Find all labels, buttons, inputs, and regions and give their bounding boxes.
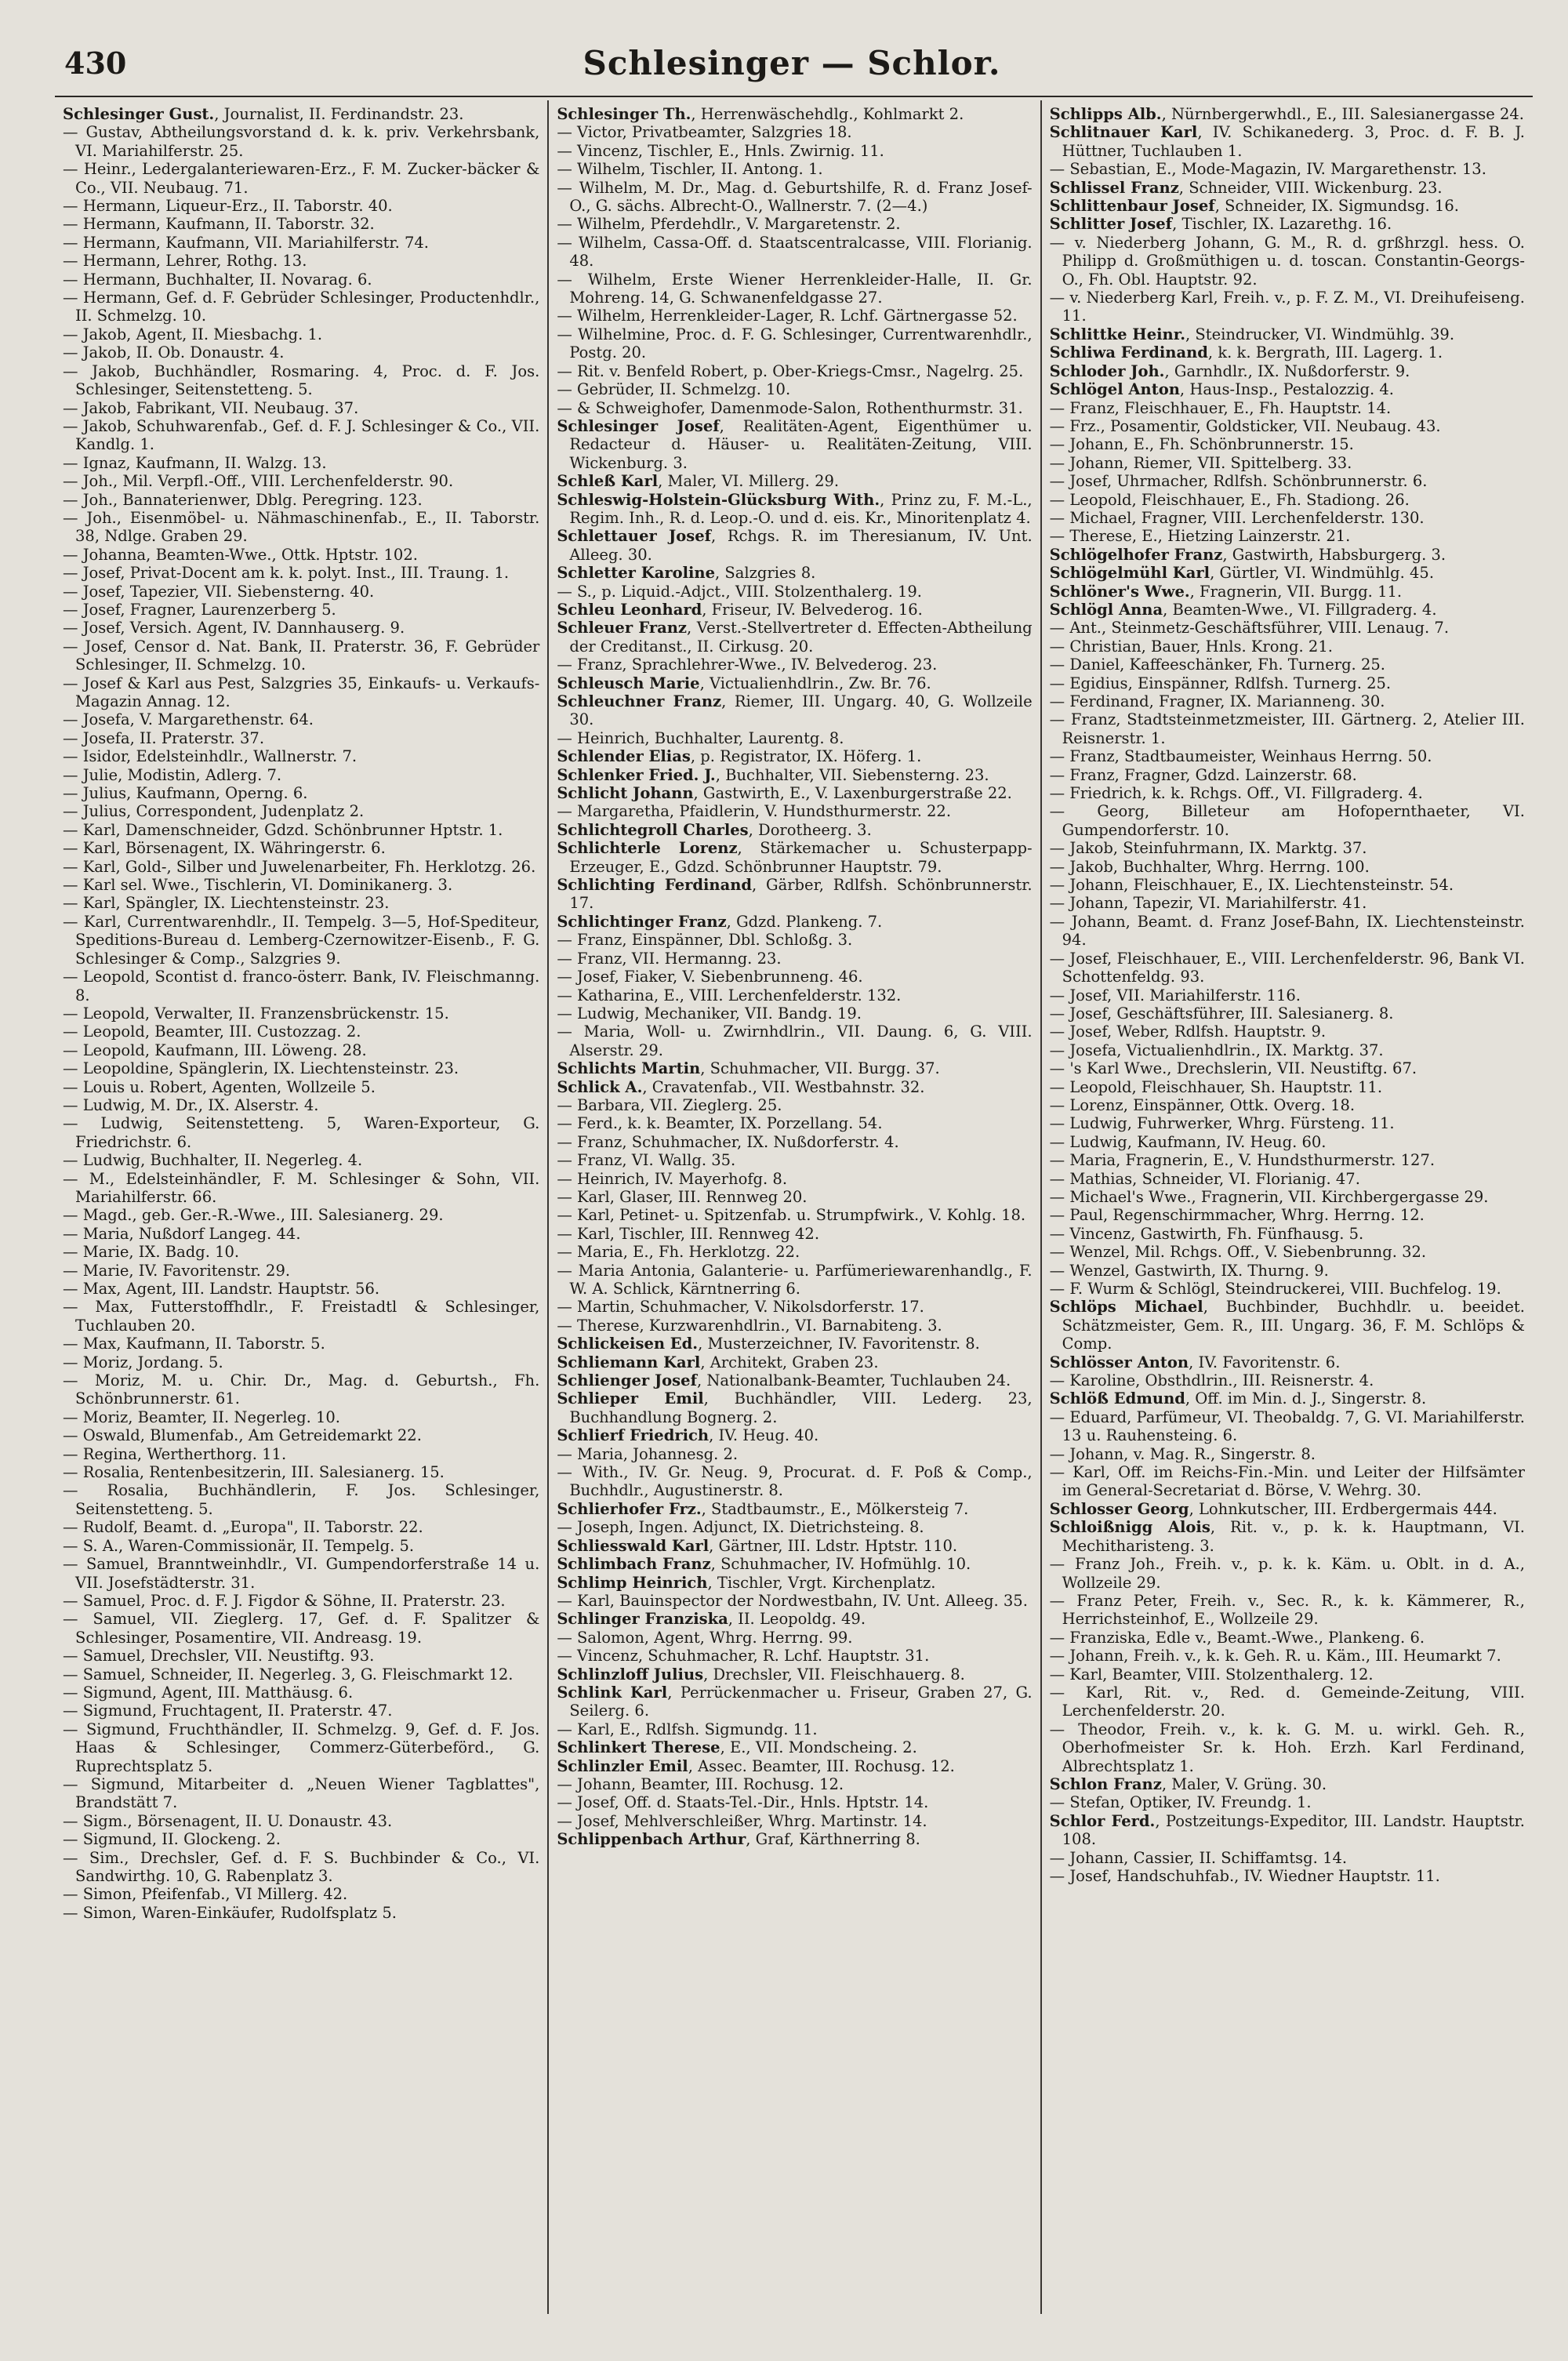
directory-entry: — Franz, Fleischhauer, E., Fh. Hauptstr. 14. bbox=[1049, 398, 1392, 417]
directory-entry: — Gustav, Abtheilungsvorstand d. k. k. priv. Verkehrsbank, VI. Mariahilferstr. 25. bbox=[63, 123, 540, 160]
directory-entry: — Margaretha, Pfaidlerin, V. Hundsthurmerstr. 22. bbox=[557, 802, 952, 821]
directory-entry: Schlon Franz, Maler, V. Grüng. 30. bbox=[1049, 1774, 1327, 1793]
directory-entry: — Josefa, II. Praterstr. 37. bbox=[63, 728, 265, 747]
directory-entry: — S., p. Liquid.-Adjct., VIII. Stolzenthalerg. 19. bbox=[557, 582, 922, 601]
directory-entry: — F. Wurm & Schlögl, Steindruckerei, VIII. Buchfelog. 19. bbox=[1049, 1280, 1501, 1298]
directory-entry: Schlosser Georg, Lohnkutscher, III. Erdbergermais 444. bbox=[1049, 1499, 1497, 1518]
directory-entry: — Franz, Einspänner, Dbl. Schloßg. 3. bbox=[557, 931, 853, 950]
directory-entry: — Marie, IX. Badg. 10. bbox=[63, 1243, 240, 1262]
directory-entry: — Mathias, Schneider, VI. Florianig. 47. bbox=[1049, 1169, 1360, 1188]
directory-entry: — Magd., geb. Ger.-R.-Wwe., III. Salesianerg. 29. bbox=[63, 1206, 444, 1225]
directory-entry: — Ludwig, Buchhalter, II. Negerleg. 4. bbox=[63, 1151, 363, 1170]
directory-entry: — Josef, Geschäftsführer, III. Salesianerg. 8. bbox=[1049, 1004, 1394, 1022]
directory-entry: — M., Edelsteinhändler, F. M. Schlesinger & Sohn, VII. Mariahilferstr. 66. bbox=[63, 1169, 540, 1206]
directory-entry: — Ludwig, Seitenstetteng. 5, Waren-Exporteur, G. Friedrichstr. 6. bbox=[63, 1114, 540, 1151]
directory-entry: — Ludwig, Fuhrwerker, Whrg. Fürsteng. 11. bbox=[1049, 1114, 1395, 1133]
directory-entry: Schlögl Anna, Beamten-Wwe., VI. Fillgraderg. 4. bbox=[1049, 600, 1437, 619]
directory-entry: — Regina, Wertherthorg. 11. bbox=[63, 1444, 287, 1463]
directory-entry: — Franz, Schuhmacher, IX. Nußdorferstr. 4. bbox=[557, 1132, 899, 1151]
directory-entry: Schleswig-Holstein-Glücksburg With., Prinz zu, F. M.-L., Regim. Inh., R. d. Leop.-O. und d. eis. Kr., Minoritenplatz 4. bbox=[557, 490, 1033, 527]
directory-entry: — Josefa, V. Margarethenstr. 64. bbox=[63, 710, 314, 729]
directory-entry: — Simon, Pfeifenfab., VI Millerg. 42. bbox=[63, 1885, 348, 1904]
directory-entry: — Johann, Beamter, III. Rochusg. 12. bbox=[557, 1774, 844, 1793]
directory-entry: — Josef, Handschuhfab., IV. Wiedner Hauptstr. 11. bbox=[1049, 1867, 1440, 1885]
directory-entry: — Joh., Eisenmöbel- u. Nähmaschinenfab., E., II. Taborstr. 38, Ndlge. Graben 29. bbox=[63, 508, 540, 546]
directory-entry: — Katharina, E., VIII. Lerchenfelderstr. 132. bbox=[557, 986, 902, 1004]
directory-entry: — S. A., Waren-Commissionär, II. Tempelg. 5. bbox=[63, 1536, 415, 1555]
directory-entry: — Josefa, Victualienhdlrin., IX. Marktg. 37. bbox=[1049, 1041, 1384, 1059]
directory-entry: — Joh., Bannaterienwer, Dblg. Peregring. 123. bbox=[63, 490, 423, 509]
directory-entry: — Josef, Versich. Agent, IV. Dannhauserg. 9. bbox=[63, 619, 405, 637]
directory-entry: — Franz, Fragner, Gdzd. Lainzerstr. 68. bbox=[1049, 765, 1357, 784]
directory-entry: — Karl, Tischler, III. Rennweg 42. bbox=[557, 1224, 820, 1243]
directory-entry: — Josef, Uhrmacher, Rdlfsh. Schönbrunnerstr. 6. bbox=[1049, 472, 1428, 491]
directory-entry: — Frz., Posamentir, Goldsticker, VII. Neubaug. 43. bbox=[1049, 416, 1441, 435]
directory-entry: — Josef, Tapezier, VII. Siebensterng. 40. bbox=[63, 582, 375, 601]
directory-entry: Schlitter Josef, Tischler, IX. Lazarethg. 16. bbox=[1049, 215, 1392, 234]
directory-entry: — Samuel, Drechsler, VII. Neustiftg. 93. bbox=[63, 1647, 375, 1665]
directory-entry: — Sigmund, Agent, III. Matthäusg. 6. bbox=[63, 1683, 354, 1702]
directory-entry: — Leopold, Scontist d. franco-österr. Bank, IV. Fleischmanng. 8. bbox=[63, 968, 540, 1004]
directory-entry: — Franz, Stadtsteinmetzmeister, III. Gärtnerg. 2, Atelier III. Reisnerstr. 1. bbox=[1049, 710, 1525, 747]
directory-entry: — Leopold, Fleischhauer, E., Fh. Stadiong. 26. bbox=[1049, 490, 1410, 509]
directory-entry: — Joseph, Ingen. Adjunct, IX. Dietrichsteing. 8. bbox=[557, 1518, 924, 1537]
directory-entry: — Karl, E., Rdlfsh. Sigmundg. 11. bbox=[557, 1720, 818, 1738]
directory-entry: — Barbara, VII. Zieglerg. 25. bbox=[557, 1095, 782, 1114]
directory-entry: — Michael, Fragner, VIII. Lerchenfelderstr. 130. bbox=[1049, 508, 1425, 527]
directory-entry: — Samuel, Schneider, II. Negerleg. 3, G. Fleischmarkt 12. bbox=[63, 1665, 514, 1684]
directory-entry: — Vincenz, Schuhmacher, R. Lchf. Hauptstr. 31. bbox=[557, 1647, 930, 1665]
directory-entry: — Johann, Fleischhauer, E., IX. Liechtensteinstr. 54. bbox=[1049, 876, 1454, 895]
directory-entry: Schlesinger Josef, Realitäten-Agent, Eigenthümer u. Redacteur d. Häuser- u. Realitäten-Zeitung, VIII. Wickenburg. 3. bbox=[557, 416, 1033, 472]
directory-entry: — Karl, Spängler, IX. Liechtensteinstr. 23. bbox=[63, 894, 390, 913]
directory-entry: — Maria, Nußdorf Langeg. 44. bbox=[63, 1224, 301, 1243]
directory-entry: — Franz, Stadtbaumeister, Weinhaus Herrng. 50. bbox=[1049, 747, 1432, 766]
directory-entry: Schlögelhofer Franz, Gastwirth, Habsburgerg. 3. bbox=[1049, 545, 1446, 564]
directory-entry: — Josef, Privat-Docent am k. k. polyt. Inst., III. Traung. 1. bbox=[63, 564, 510, 583]
directory-entry: — Leopold, Kaufmann, III. Löweng. 28. bbox=[63, 1041, 367, 1059]
directory-entry: — Hermann, Lehrer, Rothg. 13. bbox=[63, 252, 307, 271]
directory-entry: — Wenzel, Mil. Rchgs. Off., V. Siebenbrunng. 32. bbox=[1049, 1243, 1427, 1262]
directory-entry: — Therese, E., Hietzing Lainzerstr. 21. bbox=[1049, 527, 1351, 546]
directory-entry: — Karl, Börsenagent, IX. Währingerstr. 6. bbox=[63, 839, 386, 858]
directory-entry: Schlissel Franz, Schneider, VIII. Wickenburg. 23. bbox=[1049, 178, 1443, 197]
directory-entry: Schlieper Emil, Buchhändler, VIII. Lederg. 23, Buchhandlung Bognerg. 2. bbox=[557, 1389, 1033, 1426]
directory-entry: Schlittke Heinr., Steindrucker, VI. Windmühlg. 39. bbox=[1049, 325, 1455, 343]
directory-entry: — Moriz, Beamter, II. Negerleg. 10. bbox=[63, 1408, 340, 1426]
directory-entry: — Julius, Correspondent, Judenplatz 2. bbox=[63, 802, 365, 821]
directory-entry: Schlierf Friedrich, IV. Heug. 40. bbox=[557, 1426, 819, 1445]
directory-entry: — Wilhelm, Pferdehdlr., V. Margaretenstr. 2. bbox=[557, 215, 901, 234]
directory-entry: — Therese, Kurzwarenhdlrin., VI. Barnabiteng. 3. bbox=[557, 1316, 942, 1335]
directory-entry: — Julie, Modistin, Adlerg. 7. bbox=[63, 765, 282, 784]
directory-entry: — Jakob, Agent, II. Miesbachg. 1. bbox=[63, 325, 323, 343]
directory-entry: — Josef, Censor d. Nat. Bank, II. Praterstr. 36, F. Gebrüder Schlesinger, II. Schmelzg. 10. bbox=[63, 637, 540, 674]
directory-entry: — Sebastian, E., Mode-Magazin, IV. Margarethenstr. 13. bbox=[1049, 160, 1486, 179]
directory-entry: — Max, Agent, III. Landstr. Hauptstr. 56. bbox=[63, 1280, 380, 1298]
directory-entry: — Louis u. Robert, Agenten, Wollzeile 5. bbox=[63, 1077, 376, 1096]
directory-entry: Schlimp Heinrich, Tischler, Vrgt. Kirchenplatz. bbox=[557, 1573, 936, 1592]
directory-entry: — Ant., Steinmetz-Geschäftsführer, VIII. Lenaug. 7. bbox=[1049, 619, 1450, 637]
directory-entry: — Franz, VII. Hermanng. 23. bbox=[557, 949, 782, 968]
directory-entry: — Johann, Freih. v., k. k. Geh. R. u. Käm., III. Heumarkt 7. bbox=[1049, 1647, 1501, 1665]
columns bbox=[55, 100, 1533, 2314]
directory-entry: — Rosalia, Rentenbesitzerin, III. Salesianerg. 15. bbox=[63, 1463, 445, 1482]
directory-entry: — Rit. v. Benfeld Robert, p. Ober-Kriegs-Cmsr., Nagelrg. 25. bbox=[557, 361, 1024, 380]
directory-entry: — Johann, Riemer, VII. Spittelberg. 33. bbox=[1049, 453, 1352, 472]
directory-entry: Schlinger Franziska, II. Leopoldg. 49. bbox=[557, 1610, 866, 1629]
directory-entry: — Josef, Weber, Rdlfsh. Hauptstr. 9. bbox=[1049, 1022, 1327, 1041]
directory-entry: — Daniel, Kaffeeschänker, Fh. Turnerg. 25. bbox=[1049, 656, 1385, 674]
directory-entry: — & Schweighofer, Damenmode-Salon, Rothenthurmstr. 31. bbox=[557, 398, 1023, 417]
directory-entry: — Paul, Regenschirmmacher, Whrg. Herrng. 12. bbox=[1049, 1206, 1425, 1225]
directory-entry: — Heinr., Ledergalanteriewaren-Erz., F. M. Zucker-bäcker & Co., VII. Neubaug. 71. bbox=[63, 160, 540, 197]
directory-entry: — Christian, Bauer, Hnls. Krong. 21. bbox=[1049, 637, 1333, 656]
directory-entry: — Rudolf, Beamt. d. „Europa", II. Taborstr. 22. bbox=[63, 1518, 423, 1537]
directory-entry: — 's Karl Wwe., Drechslerin, VII. Neustiftg. 67. bbox=[1049, 1059, 1417, 1078]
directory-entry: — Josef, Mehlverschleißer, Whrg. Martinstr. 14. bbox=[557, 1811, 927, 1830]
directory-entry: Schleuer Franz, Verst.-Stellvertreter d. Effecten-Abtheilung der Creditanst., II. Cirkusg. 20. bbox=[557, 619, 1033, 656]
directory-entry: Schlimbach Franz, Schuhmacher, IV. Hofmühlg. 10. bbox=[557, 1555, 971, 1574]
directory-entry: — Wilhelm, Cassa-Off. d. Staatscentralcasse, VIII. Florianig. 48. bbox=[557, 233, 1033, 271]
directory-entry: — Johann, Beamt. d. Franz Josef-Bahn, IX. Liechtensteinstr. 94. bbox=[1049, 912, 1525, 950]
directory-entry: — Ignaz, Kaufmann, II. Walzg. 13. bbox=[63, 453, 327, 472]
directory-entry: — Jakob, Buchhalter, Whrg. Herrng. 100. bbox=[1049, 857, 1370, 876]
column-2 bbox=[547, 100, 1040, 2314]
directory-entry: Schlink Karl, Perrückenmacher u. Friseur, Graben 27, G. Seilerg. 6. bbox=[557, 1683, 1033, 1720]
directory-entry: — Franz Peter, Freih. v., Sec. R., k. k. Kämmerer, R., Herrichsteinhof, E., Wollzeile 29. bbox=[1049, 1591, 1525, 1629]
directory-entry: Schletter Karoline, Salzgries 8. bbox=[557, 564, 816, 583]
directory-entry: Schliwa Ferdinand, k. k. Bergrath, III. Lagerg. 1. bbox=[1049, 343, 1443, 362]
directory-entry: — Georg, Billeteur am Hofopernthaeter, VI. Gumpendorferstr. 10. bbox=[1049, 802, 1525, 839]
directory-entry: — With., IV. Gr. Neug. 9, Procurat. d. F. Poß & Comp., Buchhdlr., Augustinerstr. 8. bbox=[557, 1463, 1033, 1500]
directory-entry: — Karl, Glaser, III. Rennweg 20. bbox=[557, 1187, 808, 1206]
directory-entry: Schlögel Anton, Haus-Insp., Pestalozzig. 4. bbox=[1049, 380, 1394, 399]
directory-entry: — Max, Kaufmann, II. Taborstr. 5. bbox=[63, 1335, 325, 1353]
directory-entry: — Sigmund, Mitarbeiter d. „Neuen Wiener Tagblattes", Brandstätt 7. bbox=[63, 1774, 540, 1812]
directory-entry: — Josef, VII. Mariahilferstr. 116. bbox=[1049, 986, 1301, 1004]
directory-entry: — Vincenz, Tischler, E., Hnls. Zwirnig. 11. bbox=[557, 141, 884, 160]
directory-entry: Schlicht Johann, Gastwirth, E., V. Laxenburgerstraße 22. bbox=[557, 784, 1012, 803]
directory-entry: — Sigmund, II. Glockeng. 2. bbox=[63, 1830, 281, 1849]
directory-entry: — Wilhelm, Herrenkleider-Lager, R. Lchf. Gärtnergasse 52. bbox=[557, 307, 1018, 325]
directory-entry: — Samuel, Proc. d. F. J. Figdor & Söhne, II. Praterstr. 23. bbox=[63, 1591, 506, 1610]
directory-entry: — Karl, Rit. v., Red. d. Gemeinde-Zeitung, VIII. Lerchenfelderstr. 20. bbox=[1049, 1683, 1525, 1720]
directory-entry: — Moriz, M. u. Chir. Dr., Mag. d. Geburtsh., Fh. Schönbrunnerstr. 61. bbox=[63, 1371, 540, 1408]
directory-entry: — Ferdinand, Fragner, IX. Marianneng. 30. bbox=[1049, 692, 1385, 710]
directory-entry: — Marie, IV. Favoritenstr. 29. bbox=[63, 1261, 291, 1280]
directory-entry: Schlienger Josef, Nationalbank-Beamter, Tuchlauben 24. bbox=[557, 1371, 1011, 1390]
directory-entry: — Leopold, Verwalter, II. Franzensbrückenstr. 15. bbox=[63, 1004, 449, 1022]
directory-entry: — Leopold, Fleischhauer, Sh. Hauptstr. 11. bbox=[1049, 1077, 1383, 1096]
directory-entry: — Jakob, II. Ob. Donaustr. 4. bbox=[63, 343, 285, 362]
directory-entry: — Leopold, Beamter, III. Custozzag. 2. bbox=[63, 1022, 361, 1041]
directory-entry: — Franziska, Edle v., Beamt.-Wwe., Plankeng. 6. bbox=[1049, 1628, 1425, 1647]
directory-entry: — Wilhelm, Erste Wiener Herrenkleider-Halle, II. Gr. Mohreng. 14, G. Schwanenfeldgasse 27. bbox=[557, 270, 1033, 307]
directory-entry: — Jakob, Fabrikant, VII. Neubaug. 37. bbox=[63, 398, 359, 417]
directory-entry: Schlöß Edmund, Off. im Min. d. J., Singerstr. 8. bbox=[1049, 1389, 1427, 1408]
directory-entry: — Ludwig, Kaufmann, IV. Heug. 60. bbox=[1049, 1132, 1327, 1151]
directory-entry: — Sigmund, Fruchthändler, II. Schmelzg. 9, Gef. d. F. Jos. Haas & Schlesinger, Commerz-Güterbeförd., G. Ruprechtsplatz 5. bbox=[63, 1720, 540, 1775]
directory-entry: — Simon, Waren-Einkäufer, Rudolfsplatz 5. bbox=[63, 1903, 397, 1922]
directory-entry: Schlichts Martin, Schuhmacher, VII. Burgg. 37. bbox=[557, 1059, 940, 1078]
directory-entry: — Max, Futterstoffhdlr., F. Freistadtl & Schlesinger, Tuchlauben 20. bbox=[63, 1298, 540, 1335]
directory-entry: — Josef, Off. d. Staats-Tel.-Dir., Hnls. Hptstr. 14. bbox=[557, 1793, 929, 1812]
directory-entry: Schloißnigg Alois, Rit. v., p. k. k. Hauptmann, VI. Mechitharisteng. 3. bbox=[1049, 1518, 1525, 1555]
directory-entry: — Oswald, Blumenfab., Am Getreidemarkt 22. bbox=[63, 1426, 422, 1445]
directory-entry: Schliesswald Karl, Gärtner, III. Ldstr. Hptstr. 110. bbox=[557, 1536, 958, 1555]
directory-entry: — Ferd., k. k. Beamter, IX. Porzellang. 54. bbox=[557, 1114, 883, 1133]
directory-entry: Schlor Ferd., Postzeitungs-Expeditor, III. Landstr. Hauptstr. 108. bbox=[1049, 1811, 1525, 1849]
directory-entry: — Moriz, Jordang. 5. bbox=[63, 1353, 223, 1371]
column-1 bbox=[55, 100, 547, 2314]
directory-entry: — Sigmund, Fruchtagent, II. Praterstr. 47. bbox=[63, 1702, 393, 1720]
directory-entry: — Sim., Drechsler, Gef. d. F. S. Buchbinder & Co., VI. Sandwirthg. 10, G. Rabenplatz 3. bbox=[63, 1848, 540, 1885]
directory-entry: — Karoline, Obsthdlrin., III. Reisnerstr. 4. bbox=[1049, 1371, 1374, 1390]
page-number: 430 bbox=[64, 45, 127, 81]
directory-entry: — Jakob, Buchhändler, Rosmaring. 4, Proc. d. F. Jos. Schlesinger, Seitenstetteng. 5. bbox=[63, 361, 540, 399]
directory-entry: Schlinzloff Julius, Drechsler, VII. Fleischhauerg. 8. bbox=[557, 1665, 965, 1684]
directory-entry: Schlichtinger Franz, Gdzd. Plankeng. 7. bbox=[557, 912, 883, 931]
directory-entry: — Hermann, Kaufmann, VII. Mariahilferstr. 74. bbox=[63, 233, 430, 252]
directory-entry: — Karl, Bauinspector der Nordwestbahn, IV. Unt. Alleeg. 35. bbox=[557, 1591, 1028, 1610]
directory-entry: — Karl, Petinet- u. Spitzenfab. u. Strumpfwirk., V. Kohlg. 18. bbox=[557, 1206, 1026, 1225]
column-3 bbox=[1040, 100, 1533, 2314]
directory-entry: Schleß Karl, Maler, VI. Millerg. 29. bbox=[557, 472, 840, 491]
directory-entry: — Hermann, Gef. d. F. Gebrüder Schlesinger, Productenhdlr., II. Schmelzg. 10. bbox=[63, 289, 540, 325]
directory-entry: Schlippenbach Arthur, Graf, Kärthnerring 8. bbox=[557, 1830, 920, 1849]
directory-entry: — Josef, Fleischhauer, E., VIII. Lerchenfelderstr. 96, Bank VI. Schottenfeldg. 93. bbox=[1049, 949, 1525, 986]
directory-entry: — Franz, VI. Wallg. 35. bbox=[557, 1151, 736, 1170]
directory-entry: — Maria, Woll- u. Zwirnhdlrin., VII. Daung. 6, G. VIII. Alserstr. 29. bbox=[557, 1022, 1033, 1059]
directory-entry: Schlinzler Emil, Assec. Beamter, III. Rochusg. 12. bbox=[557, 1756, 955, 1775]
directory-entry: — v. Niederberg Karl, Freih. v., p. F. Z. M., VI. Dreihufeiseng. 11. bbox=[1049, 289, 1525, 325]
page-header bbox=[47, 41, 1537, 88]
page-title: Schlesinger — Schlor. bbox=[583, 44, 1001, 82]
directory-entry: — Ludwig, M. Dr., IX. Alserstr. 4. bbox=[63, 1095, 319, 1114]
directory-entry: — Wilhelm, M. Dr., Mag. d. Geburtshilfe, R. d. Franz Josef-O., G. sächs. Albrecht-O., Wallnerstr. 7. (2—4.) bbox=[557, 178, 1033, 216]
directory-entry: — Jakob, Schuhwarenfab., Gef. d. F. J. Schlesinger & Co., VII. Kandlg. 1. bbox=[63, 416, 540, 454]
directory-entry: — Stefan, Optiker, IV. Freundg. 1. bbox=[1049, 1793, 1312, 1812]
directory-entry: — Friedrich, k. k. Rchgs. Off., VI. Fillgraderg. 4. bbox=[1049, 784, 1423, 803]
directory-entry: — Karl, Beamter, VIII. Stolzenthalerg. 12. bbox=[1049, 1665, 1374, 1684]
directory-entry: — Rosalia, Buchhändlerin, F. Jos. Schlesinger, Seitenstetteng. 5. bbox=[63, 1481, 540, 1518]
directory-entry: — Salomon, Agent, Whrg. Herrng. 99. bbox=[557, 1628, 853, 1647]
directory-entry: — Wenzel, Gastwirth, IX. Thurng. 9. bbox=[1049, 1261, 1329, 1280]
directory-entry: Schlettauer Josef, Rchgs. R. im Theresianum, IV. Unt. Alleeg. 30. bbox=[557, 527, 1033, 564]
directory-entry: Schlichterle Lorenz, Stärkemacher u. Schusterpapp-Erzeuger, E., Gdzd. Schönbrunner Hauptstr. 79. bbox=[557, 839, 1033, 876]
directory-entry: Schleuchner Franz, Riemer, III. Ungarg. 40, G. Wollzeile 30. bbox=[557, 692, 1033, 729]
directory-entry: — Egidius, Einspänner, Rdlfsh. Turnerg. 25. bbox=[1049, 674, 1392, 692]
directory-entry: — Maria Antonia, Galanterie- u. Parfümeriewarenhandlg., F. W. A. Schlick, Kärntnerring 6. bbox=[557, 1261, 1033, 1298]
directory-entry: — Julius, Kaufmann, Operng. 6. bbox=[63, 784, 308, 803]
directory-entry: — Johann, Cassier, II. Schiffamtsg. 14. bbox=[1049, 1848, 1348, 1867]
directory-entry: — Samuel, VII. Zieglerg. 17, Gef. d. F. Spalitzer & Schlesinger, Posamentire, VII. Andreasg. 19. bbox=[63, 1610, 540, 1647]
directory-entry: — Heinrich, IV. Mayerhofg. 8. bbox=[557, 1169, 788, 1188]
directory-entry: — Johann, Tapezir, VI. Mariahilferstr. 41. bbox=[1049, 894, 1367, 913]
directory-entry: — Joh., Mil. Verpfl.-Off., VIII. Lerchenfelderstr. 90. bbox=[63, 472, 454, 491]
directory-entry: Schleu Leonhard, Friseur, IV. Belvederog. 16. bbox=[557, 600, 923, 619]
directory-entry: — Lorenz, Einspänner, Ottk. Overg. 18. bbox=[1049, 1095, 1356, 1114]
directory-entry: — Maria, Johannesg. 2. bbox=[557, 1444, 739, 1463]
directory-entry: — Victor, Privatbeamter, Salzgries 18. bbox=[557, 123, 852, 142]
directory-entry: Schlender Elias, p. Registrator, IX. Höferg. 1. bbox=[557, 747, 922, 766]
directory-entry: — Josef & Karl aus Pest, Salzgries 35, Einkaufs- u. Verkaufs-Magazin Annag. 12. bbox=[63, 674, 540, 710]
directory-entry: — Hermann, Liqueur-Erz., II. Taborstr. 40. bbox=[63, 197, 393, 216]
directory-entry: — Hermann, Buchhalter, II. Novarag. 6. bbox=[63, 270, 372, 289]
directory-entry: Schlick A., Cravatenfab., VII. Westbahnstr. 32. bbox=[557, 1077, 925, 1096]
directory-entry: — Heinrich, Buchhalter, Laurentg. 8. bbox=[557, 728, 844, 747]
directory-entry: — Samuel, Branntweinhdlr., VI. Gumpendorferstraße 14 u. VII. Josefstädterstr. 31. bbox=[63, 1555, 540, 1592]
header-rule bbox=[55, 96, 1533, 97]
directory-entry: — Karl, Gold-, Silber und Juwelenarbeiter, Fh. Herklotzg. 26. bbox=[63, 857, 536, 876]
directory-entry: Schlitnauer Karl, IV. Schikanederg. 3, Proc. d. F. B. J. Hüttner, Tuchlauben 1. bbox=[1049, 123, 1525, 160]
directory-entry: Schlierhofer Frz., Stadtbaumstr., E., Mölkersteig 7. bbox=[557, 1499, 969, 1518]
directory-entry: — Michael's Wwe., Fragnerin, VII. Kirchbergergasse 29. bbox=[1049, 1187, 1489, 1206]
directory-entry: Schlesinger Gust., Journalist, II. Ferdinandstr. 23. bbox=[63, 105, 464, 123]
directory-entry: — Wilhelm, Tischler, II. Antong. 1. bbox=[557, 160, 823, 179]
directory-entry: Schliemann Karl, Architekt, Graben 23. bbox=[557, 1353, 879, 1371]
directory-entry: Schlichting Ferdinand, Gärber, Rdlfsh. Schönbrunnerstr. 17. bbox=[557, 876, 1033, 913]
directory-entry: — Karl, Damenschneider, Gdzd. Schönbrunner Hptstr. 1. bbox=[63, 820, 503, 839]
directory-entry: — Eduard, Parfümeur, VI. Theobaldg. 7, G. VI. Mariahilferstr. 13 u. Rauhensteing. 6. bbox=[1049, 1408, 1525, 1445]
directory-entry: — Isidor, Edelsteinhdlr., Wallnerstr. 7. bbox=[63, 747, 358, 766]
directory-entry: Schloder Joh., Garnhdlr., IX. Nußdorferstr. 9. bbox=[1049, 361, 1410, 380]
directory-entry: Schlesinger Th., Herrenwäschehdlg., Kohlmarkt 2. bbox=[557, 105, 964, 123]
directory-entry: — Franz, Sprachlehrer-Wwe., IV. Belvederog. 23. bbox=[557, 656, 938, 674]
directory-entry: — Wilhelmine, Proc. d. F. G. Schlesinger, Currentwarenhdlr., Postg. 20. bbox=[557, 325, 1033, 362]
directory-entry: — Gebrüder, II. Schmelzg. 10. bbox=[557, 380, 791, 399]
directory-entry: — Maria, E., Fh. Herklotzg. 22. bbox=[557, 1243, 800, 1262]
directory-entry: — Franz Joh., Freih. v., p. k. k. Käm. u. Oblt. in d. A., Wollzeile 29. bbox=[1049, 1555, 1525, 1592]
directory-entry: — Vincenz, Gastwirth, Fh. Fünfhausg. 5. bbox=[1049, 1224, 1364, 1243]
directory-entry: Schlögelmühl Karl, Gürtler, VI. Windmühlg. 45. bbox=[1049, 564, 1435, 583]
directory-entry: Schlittenbaur Josef, Schneider, IX. Sigmundsg. 16. bbox=[1049, 197, 1459, 216]
directory-entry: Schlickeisen Ed., Musterzeichner, IV. Favoritenstr. 8. bbox=[557, 1335, 980, 1353]
directory-entry: Schlöner's Wwe., Fragnerin, VII. Burgg. 11. bbox=[1049, 582, 1403, 601]
directory-entry: — Maria, Fragnerin, E., V. Hundsthurmerstr. 127. bbox=[1049, 1151, 1436, 1170]
directory-entry: — v. Niederberg Johann, G. M., R. d. grßhrzgl. hess. O. Philipp d. Großmüthigen u. d. toscan. Constantin-Georgs-O., Fh. Obl. Hauptstr. 92. bbox=[1049, 233, 1525, 289]
directory-entry: — Ludwig, Mechaniker, VII. Bandg. 19. bbox=[557, 1004, 862, 1022]
directory-entry: Schlösser Anton, IV. Favoritenstr. 6. bbox=[1049, 1353, 1341, 1371]
directory-entry: — Theodor, Freih. v., k. k. G. M. u. wirkl. Geh. R., Oberhofmeister Sr. k. Hoh. Erzh. Karl Ferdinand, Albrechtsplatz 1. bbox=[1049, 1720, 1525, 1775]
directory-entry: Schlinkert Therese, E., VII. Mondscheing. 2. bbox=[557, 1738, 917, 1757]
directory-entry: Schlichtegroll Charles, Dorotheerg. 3. bbox=[557, 820, 872, 839]
directory-entry: — Karl, Currentwarenhdlr., II. Tempelg. 3—5, Hof-Spediteur, Speditions-Bureau d. Lemberg-Czernowitzer-Eisenb., F. G. Schlesinger & Comp., Salzgries 9. bbox=[63, 912, 540, 968]
directory-entry: Schlipps Alb., Nürnbergerwhdl., E., III. Salesianergasse 24. bbox=[1049, 105, 1524, 123]
directory-entry: Schleusch Marie, Victualienhdlrin., Zw. Br. 76. bbox=[557, 674, 931, 692]
directory-entry: Schlenker Fried. J., Buchhalter, VII. Siebensterng. 23. bbox=[557, 765, 989, 784]
directory-entry: — Johann, v. Mag. R., Singerstr. 8. bbox=[1049, 1444, 1316, 1463]
directory-entry: — Josef, Fragner, Laurenzerberg 5. bbox=[63, 600, 336, 619]
directory-entry: — Hermann, Kaufmann, II. Taborstr. 32. bbox=[63, 215, 375, 234]
directory-entry: — Jakob, Steinfuhrmann, IX. Marktg. 37. bbox=[1049, 839, 1367, 858]
directory-entry: — Karl, Off. im Reichs-Fin.-Min. und Leiter der Hilfsämter im General-Secretariat d. Börse, V. Wehrg. 30. bbox=[1049, 1463, 1525, 1500]
directory-entry: — Sigm., Börsenagent, II. U. Donaustr. 43. bbox=[63, 1811, 393, 1830]
directory-entry: — Johann, E., Fh. Schönbrunnerstr. 15. bbox=[1049, 435, 1354, 454]
directory-entry: — Johanna, Beamten-Wwe., Ottk. Hptstr. 102. bbox=[63, 545, 418, 564]
directory-entry: — Leopoldine, Spänglerin, IX. Liechtensteinstr. 23. bbox=[63, 1059, 459, 1078]
directory-entry: — Martin, Schuhmacher, V. Nikolsdorferstr. 17. bbox=[557, 1298, 924, 1317]
directory-entry: Schlöps Michael, Buchbinder, Buchhdlr. u. beeidet. Schätzmeister, Gem. R., III. Ungarg. 36, F. M. Schlöps & Comp. bbox=[1049, 1298, 1525, 1353]
directory-entry: — Karl sel. Wwe., Tischlerin, VI. Dominikanerg. 3. bbox=[63, 876, 453, 895]
directory-entry: — Josef, Fiaker, V. Siebenbrunneng. 46. bbox=[557, 968, 863, 986]
